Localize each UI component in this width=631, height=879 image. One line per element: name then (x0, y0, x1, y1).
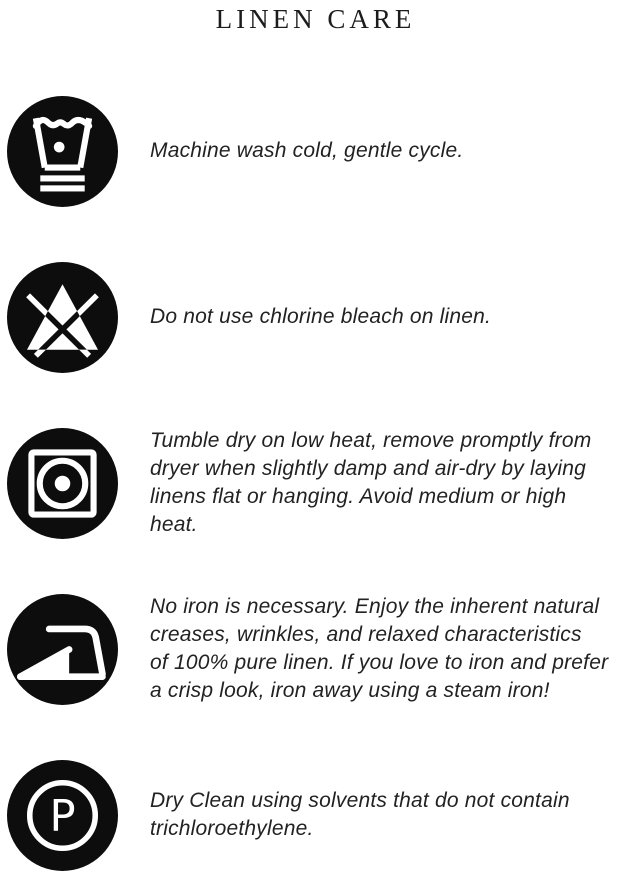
caption-line: Do not use chlorine bleach on linen. (150, 305, 492, 328)
dry-clean-icon (7, 760, 118, 871)
care-item-tumble-dry (0, 428, 631, 538)
caption-line: No iron is necessary. Enjoy the inherent natural (150, 595, 600, 618)
caption-line: of 100% pure linen. If you love to iron and prefer (150, 651, 609, 674)
care-caption-tumble-dry (150, 427, 591, 539)
caption-line: Tumble dry on low heat, remove promptly from (150, 429, 592, 452)
svg-text:P: P (49, 791, 76, 842)
care-instructions-list (0, 96, 631, 870)
caption-line: trichloroethylene. (150, 817, 314, 840)
page-title: LINEN CARE (215, 4, 416, 34)
care-item-machine-wash (0, 96, 631, 206)
care-item-dry-clean (0, 760, 631, 870)
caption-line: heat. (150, 513, 198, 536)
caption-line: Machine wash cold, gentle cycle. (150, 139, 464, 162)
care-caption-no-iron (150, 593, 608, 705)
machine-wash-icon (7, 96, 118, 207)
no-bleach-icon (7, 262, 118, 373)
care-caption-no-bleach (150, 303, 491, 331)
caption-line: a crisp look, iron away using a steam iron! (150, 679, 550, 702)
care-item-no-iron (0, 594, 631, 704)
caption-line: linens flat or hanging. Avoid medium or high (150, 485, 567, 508)
tumble-dry-icon (7, 428, 118, 539)
care-caption-dry-clean (150, 787, 570, 843)
no-iron-needed-icon (7, 594, 118, 705)
caption-line: dryer when slightly damp and air-dry by laying (150, 457, 587, 480)
care-caption-machine-wash (150, 137, 463, 165)
care-item-no-bleach (0, 262, 631, 372)
caption-line: creases, wrinkles, and relaxed characteristics (150, 623, 582, 646)
caption-line: Dry Clean using solvents that do not contain (150, 789, 570, 812)
